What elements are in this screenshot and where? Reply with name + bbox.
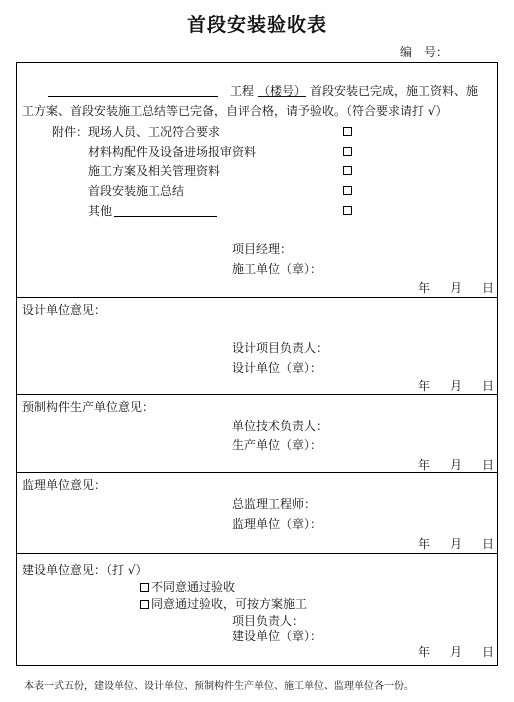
- chief-supervisor-label: 总监理工程师：: [232, 497, 317, 511]
- row-divider: [16, 297, 498, 298]
- date-year: 年: [418, 281, 431, 295]
- attachment-item: 首段安装施工总结: [88, 184, 185, 198]
- attachment-item: 现场人员、工况符合要求: [88, 125, 221, 139]
- owner-lead-label: 项目负责人：: [232, 614, 305, 628]
- supervision-opinion-title: 监理单位意见：: [22, 478, 107, 492]
- attachment-checkbox[interactable]: [343, 166, 352, 175]
- prefab-tech-lead-label: 单位技术负责人：: [232, 419, 329, 433]
- date-year: 年: [418, 458, 431, 472]
- attachment-checkbox[interactable]: [343, 186, 352, 195]
- date-month: 月: [450, 458, 463, 472]
- owner-opinion-title: 建设单位意见：（打 √）: [22, 563, 148, 577]
- project-suffix: 工程: [230, 84, 255, 98]
- attachment-item: 施工方案及相关管理资料: [88, 164, 221, 178]
- date-month: 月: [450, 537, 463, 551]
- date-month: 月: [450, 281, 463, 295]
- footer-note: 本表一式五份，建设单位、设计单位、预制构件生产单位、施工单位、监理单位各一份。: [24, 681, 414, 692]
- design-lead-label: 设计项目负责人：: [232, 341, 329, 355]
- number-label: 编 号：: [400, 45, 449, 59]
- date-day: 日: [482, 645, 495, 659]
- attachment-checkbox[interactable]: [343, 147, 352, 156]
- building-number-blank[interactable]: （楼号）: [258, 84, 307, 98]
- prefab-opinion-title: 预制构件生产单位意见：: [22, 400, 155, 414]
- date-month: 月: [450, 645, 463, 659]
- date-day: 日: [482, 379, 495, 393]
- intro-line-1: 首段安装已完成，施工资料、施: [310, 84, 479, 98]
- row-divider: [16, 472, 498, 473]
- contractor-seal-label: 施工单位（章）：: [232, 262, 323, 276]
- date-year: 年: [418, 645, 431, 659]
- design-opinion-title: 设计单位意见：: [22, 303, 107, 317]
- form-title: 首段安装验收表: [186, 14, 327, 36]
- date-day: 日: [482, 537, 495, 551]
- attachment-item: 材料构配件及设备进场报审资料: [88, 145, 257, 159]
- row-divider: [16, 394, 498, 395]
- attachment-checkbox[interactable]: [343, 206, 352, 215]
- attachment-label: 附件：: [52, 125, 89, 139]
- date-month: 月: [450, 379, 463, 393]
- project-name-blank[interactable]: [48, 96, 218, 97]
- date-year: 年: [418, 379, 431, 393]
- row-divider: [16, 553, 498, 554]
- owner-seal-label: 建设单位（章）：: [232, 629, 323, 643]
- date-year: 年: [418, 537, 431, 551]
- reject-checkbox[interactable]: [140, 583, 149, 592]
- prefab-seal-label: 生产单位（章）：: [232, 438, 323, 452]
- attachment-checkbox[interactable]: [343, 127, 352, 136]
- other-attachment-blank[interactable]: [114, 216, 217, 217]
- project-manager-label: 项目经理：: [232, 242, 293, 256]
- approve-checkbox[interactable]: [140, 600, 149, 609]
- reject-option-label: 不同意通过验收: [151, 580, 236, 594]
- date-day: 日: [482, 458, 495, 472]
- date-day: 日: [482, 281, 495, 295]
- approve-option-label: 同意通过验收，可按方案施工: [151, 597, 308, 611]
- intro-line-2: 工方案、首段安装施工总结等已完备，自评合格，请予验收。（符合要求请打 √）: [22, 104, 448, 118]
- supervision-seal-label: 监理单位（章）：: [232, 517, 323, 531]
- attachment-item: 其他: [88, 204, 113, 218]
- design-seal-label: 设计单位（章）：: [232, 361, 323, 375]
